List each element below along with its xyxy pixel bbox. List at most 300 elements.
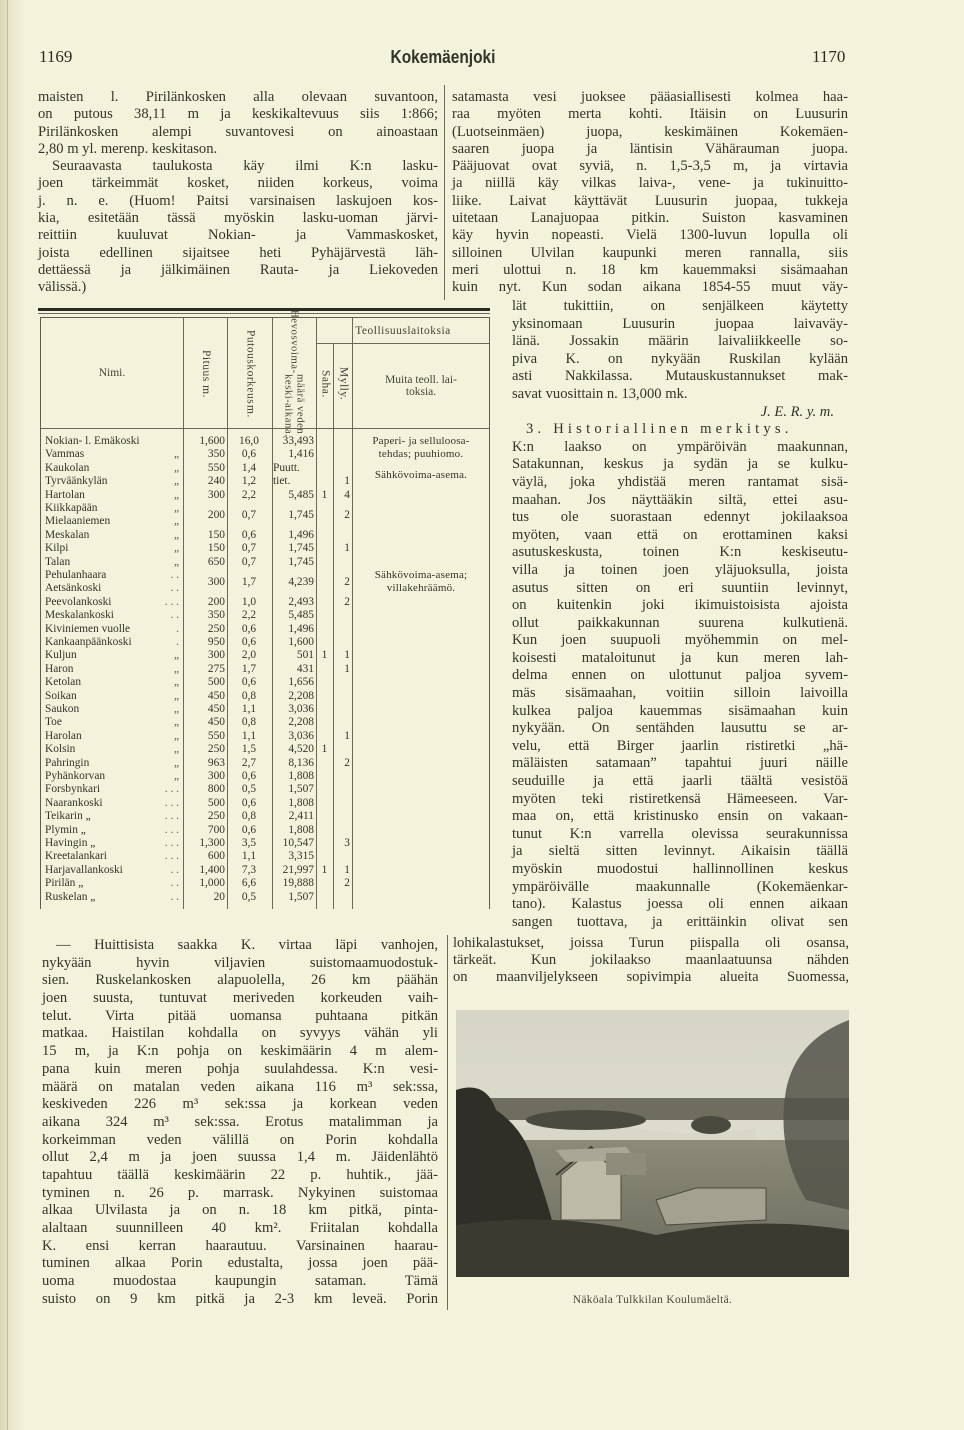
left-column-intro-text bbox=[38, 89, 438, 297]
saw-count bbox=[317, 569, 332, 596]
rapid-name-text: Ruskelan „ bbox=[45, 890, 96, 903]
column-divider bbox=[447, 935, 448, 1310]
note-line: Sähkövoima-asema; bbox=[374, 569, 468, 581]
mill-count: 4 bbox=[344, 488, 350, 501]
ditto-leader: . . . bbox=[164, 595, 179, 608]
rapid-name-text: Mielaaniemen bbox=[45, 515, 111, 528]
saw-count bbox=[317, 891, 332, 904]
rapid-name bbox=[45, 757, 181, 770]
rapid-name-text: Kiviniemen vuolle bbox=[45, 622, 131, 635]
length-value: 200 bbox=[207, 595, 225, 608]
horsepower-value: 1,745 bbox=[288, 555, 314, 568]
saw-count bbox=[317, 797, 332, 810]
text-line: maahan. Jos näyttääkin siltä, ettei asu- bbox=[512, 491, 848, 508]
page-binding-shadow bbox=[0, 0, 26, 1430]
drop-height-value: 2,2 bbox=[241, 488, 257, 501]
drop-height-value: 2,7 bbox=[241, 756, 257, 769]
rapid-name-text: Plymin „ bbox=[45, 823, 86, 836]
author-signature: J. E. R. y. m. bbox=[760, 403, 834, 420]
drop-height-value: 0,5 bbox=[241, 890, 257, 903]
horsepower-value: 1,808 bbox=[288, 770, 314, 782]
drop-height-value: 0,6 bbox=[241, 636, 257, 648]
mill-count bbox=[334, 703, 350, 716]
drop-height-value: 0,6 bbox=[241, 796, 257, 809]
rapid-name bbox=[45, 502, 181, 515]
drop-height-value: 1,7 bbox=[241, 576, 257, 588]
text-line: uitetaan Lanajuopaa pitkin. Suiston kasvaminen bbox=[452, 210, 848, 227]
drop-height-value: 1,2 bbox=[241, 475, 257, 488]
rapid-name-text: Nokian- l. Emäkoski bbox=[45, 435, 140, 447]
saw-count bbox=[317, 703, 332, 716]
ditto-leader: „ bbox=[173, 770, 179, 782]
mill-count bbox=[334, 770, 350, 783]
horsepower-value: 2,208 bbox=[288, 689, 314, 702]
rapid-name-text: Kolsin bbox=[45, 743, 76, 756]
length-value: 600 bbox=[207, 850, 225, 863]
horsepower-value: 33,493 bbox=[282, 435, 314, 447]
saw-count bbox=[317, 502, 332, 529]
text-line: on kuitenkin joki ikimuistoisista ajoista bbox=[512, 597, 848, 614]
length-value: 450 bbox=[207, 703, 225, 715]
text-line: pana kuin meren pohja suulahdessa. K:n vesi- bbox=[42, 1060, 438, 1077]
ditto-leader: . . bbox=[170, 863, 179, 876]
rapid-name-text: Pyhänkorvan bbox=[45, 770, 106, 782]
drop-height-value: 1,1 bbox=[241, 850, 257, 863]
drop-height-value: 0,7 bbox=[241, 509, 257, 521]
length-value: 1,400 bbox=[199, 863, 225, 876]
saw-count bbox=[317, 716, 332, 729]
text-line: raa myöten merta kohti. Itäisin on Luusurin bbox=[452, 106, 848, 123]
text-line: tapahtuu täällä keskimäärin 22 p. huhtik., jää- bbox=[42, 1166, 438, 1183]
drop-height-value: 0,7 bbox=[241, 555, 257, 568]
mill-count bbox=[334, 556, 350, 569]
length-value: 150 bbox=[207, 542, 225, 555]
text-line: asutuskeskusta, toinen K:n keskiseutu- bbox=[512, 544, 848, 561]
rapid-name bbox=[45, 462, 181, 475]
header-pituus: Pituus m. bbox=[200, 350, 212, 398]
text-line: länä. Jossakin määrin laivaliikkeelle so- bbox=[512, 333, 848, 350]
text-line: Kun joen suupuoli myöhemmin on mel- bbox=[512, 632, 848, 649]
mill-count: 1 bbox=[344, 649, 350, 662]
length-value: 800 bbox=[207, 783, 225, 796]
text-line: ollut paikkakunnan suurena kulkutienä. bbox=[512, 614, 848, 631]
horsepower-value: 1,507 bbox=[288, 890, 314, 903]
text-line: silloinen Ulvilan kaupunki meren rannalla, siis bbox=[452, 244, 848, 261]
ditto-leader: . . . bbox=[164, 850, 179, 863]
rapid-name bbox=[45, 529, 181, 542]
text-line: maisten l. Pirilänkosken alla olevaan suvantoon, bbox=[38, 89, 438, 105]
ditto-leader: . . bbox=[170, 609, 179, 622]
rapid-name bbox=[45, 515, 181, 528]
length-value: 300 bbox=[207, 488, 225, 501]
text-line: on putous 38,11 m ja keskikaltevuus siis 1:866; bbox=[38, 106, 438, 123]
saw-count bbox=[317, 824, 332, 837]
horsepower-value: 1,496 bbox=[288, 622, 314, 635]
ditto-leader: . . bbox=[170, 890, 179, 903]
rapid-name bbox=[45, 448, 181, 461]
mill-count: 1 bbox=[344, 863, 350, 876]
rapid-name bbox=[45, 797, 181, 810]
drop-height-value: 0,6 bbox=[241, 676, 257, 689]
length-value: 500 bbox=[207, 676, 225, 689]
drop-height-value: 0,5 bbox=[241, 783, 257, 796]
drop-height-value: 0,6 bbox=[241, 448, 257, 461]
horsepower-value: 5,485 bbox=[288, 488, 314, 501]
text-line: joista edellinen sijaitsee heti Pyhäjärvestä läh- bbox=[38, 244, 438, 261]
text-line: joen tärkeimmät kosket, niiden korkeus, voima bbox=[38, 175, 438, 192]
mill-count bbox=[334, 743, 350, 756]
rapid-name bbox=[45, 609, 181, 622]
horsepower-value: 3,036 bbox=[288, 729, 314, 742]
rapid-name bbox=[45, 891, 181, 904]
saw-count bbox=[317, 609, 332, 622]
mill-count bbox=[334, 891, 350, 904]
other-industry-note bbox=[353, 469, 489, 482]
left-column-bottom-text bbox=[42, 937, 438, 1308]
horsepower-value: Puutt. bbox=[273, 461, 300, 474]
header-muita: Muita teoll. lai- toksia. bbox=[385, 374, 457, 398]
rapid-name bbox=[45, 810, 181, 823]
rapid-name-text: Kaukolan bbox=[45, 461, 90, 474]
ditto-leader: „ bbox=[173, 689, 179, 702]
mill-count: 1 bbox=[344, 542, 350, 555]
rapid-name bbox=[45, 690, 181, 703]
text-line: maa on, että kristinusko ensin on vakaan- bbox=[512, 808, 848, 825]
mill-count bbox=[334, 448, 350, 461]
horsepower-value: 1,808 bbox=[288, 796, 314, 809]
note-line: Paperi- ja selluloosa- bbox=[372, 435, 470, 447]
ditto-leader: . . . bbox=[164, 783, 179, 796]
length-value: 550 bbox=[207, 729, 225, 742]
horsepower-value: 431 bbox=[296, 662, 314, 675]
rapid-name bbox=[45, 837, 181, 850]
horsepower-value: 21,997 bbox=[282, 863, 314, 876]
text-line: tärkeät. Kun jokilaakso maanlaatuunsa nähden bbox=[453, 952, 849, 969]
text-line: kuin nyt. Kun sodan aikana 1854-55 muut väy- bbox=[452, 279, 848, 296]
ditto-leader: „ bbox=[173, 475, 179, 488]
rapid-name-text: Aetsänkoski bbox=[45, 582, 102, 595]
horsepower-value: 3,036 bbox=[288, 703, 314, 715]
saw-count: 1 bbox=[321, 863, 328, 876]
text-line: tuminen alkaa Porin edustalta, jossa joen pää- bbox=[42, 1255, 438, 1272]
ditto-leader bbox=[179, 435, 181, 448]
saw-count bbox=[317, 850, 332, 863]
ditto-leader: „ bbox=[173, 528, 179, 541]
note-line: villakehräämö. bbox=[386, 582, 456, 595]
rapid-name bbox=[45, 864, 181, 877]
horsepower-value: 3,315 bbox=[288, 850, 314, 863]
text-line: — Huittisista saakka K. virtaa läpi vanhojen, bbox=[56, 937, 438, 953]
drop-height-value: 2,0 bbox=[241, 649, 257, 662]
saw-count bbox=[317, 448, 332, 461]
header-bottom-rule bbox=[41, 428, 489, 429]
text-line: satamasta vesi juoksee pääasiallisesti kolmea haa- bbox=[452, 89, 848, 105]
text-line: uoma muodostaa kaupungin sataman. Tämä bbox=[42, 1273, 438, 1290]
ditto-leader: . bbox=[176, 622, 179, 635]
length-value: 500 bbox=[207, 796, 225, 809]
horsepower-value: 2,208 bbox=[288, 716, 314, 729]
mill-count: 3 bbox=[344, 837, 350, 849]
rapid-name-text: Harolan bbox=[45, 729, 82, 742]
drop-height-value: 0,6 bbox=[241, 823, 257, 836]
mill-count: 1 bbox=[344, 729, 350, 742]
text-line: myöten teki ristiretkensä Hämeeseen. Var- bbox=[512, 790, 848, 807]
saw-count bbox=[317, 475, 332, 488]
right-column-bottom-text bbox=[453, 935, 849, 987]
horsepower-value: 4,239 bbox=[288, 576, 314, 588]
text-line: asti Nakkilassa. Mutauskustannukset mak- bbox=[512, 368, 848, 385]
ditto-leader: . . bbox=[170, 877, 179, 890]
other-industry-note bbox=[353, 435, 489, 462]
header-putouskorkeus: Putouskorkeus m. bbox=[244, 330, 257, 418]
landscape-photo bbox=[456, 1010, 849, 1277]
length-value: 1,300 bbox=[199, 837, 225, 849]
mill-count bbox=[334, 850, 350, 863]
ditto-leader: „ bbox=[173, 662, 179, 675]
text-line: lät tukittiin, on senjälkeen käytetty bbox=[512, 298, 848, 314]
text-line: koisesti mataloitunut ja kun meren lah- bbox=[512, 649, 848, 666]
rapid-name-text: Toe bbox=[45, 716, 62, 729]
rapid-name bbox=[45, 824, 181, 837]
mill-count: 1 bbox=[344, 475, 350, 488]
rapid-name-text: Saukon bbox=[45, 703, 80, 715]
text-line: meri ulottui n. 18 km kauemmaksi sisämaahan bbox=[452, 261, 848, 278]
rapid-name-text: Kreetalankari bbox=[45, 850, 107, 863]
ditto-leader: „ bbox=[173, 542, 179, 555]
length-value: 250 bbox=[207, 743, 225, 756]
saw-count bbox=[317, 623, 332, 636]
page-title: Kokemäenjoki bbox=[390, 47, 496, 67]
length-value: 1,000 bbox=[199, 877, 225, 890]
saw-count: 1 bbox=[321, 649, 328, 662]
text-line: mäs sisämaahan, voitiin silloin laivoilla bbox=[512, 685, 848, 702]
text-line: tano). Kalastus joessa oli ennen aikaan bbox=[512, 896, 848, 913]
header-saha: Saha. bbox=[319, 370, 332, 398]
horsepower-value: 1,745 bbox=[288, 509, 314, 521]
text-line: (Luotseinmäen) juopa, keskimäinen Kokemäen- bbox=[452, 123, 848, 140]
saw-count: 1 bbox=[321, 743, 328, 756]
text-line: dettäessä ja jälkimäinen Rauta- ja Liekoveden bbox=[38, 261, 438, 278]
text-line: K. ensi kerran haarautuu. Varsinainen haarau- bbox=[42, 1237, 438, 1254]
ditto-leader: „ bbox=[173, 448, 179, 461]
rapid-name-text: Harjavallankoski bbox=[45, 863, 123, 876]
length-value: 950 bbox=[207, 636, 225, 648]
saw-count bbox=[317, 435, 332, 448]
ditto-leader: „ bbox=[173, 756, 179, 769]
rapid-name bbox=[45, 475, 181, 488]
rapid-name bbox=[45, 489, 181, 502]
drop-height-value: 1,1 bbox=[241, 703, 257, 715]
ditto-leader: „ bbox=[173, 555, 179, 568]
saw-count bbox=[317, 542, 332, 555]
text-line: Seuraavasta taulukosta käy ilmi K:n lasku- bbox=[52, 158, 438, 175]
note-line: Sähkövoima-asema. bbox=[374, 468, 468, 481]
drop-height-value: 7,3 bbox=[241, 863, 257, 876]
length-value: 150 bbox=[207, 528, 225, 541]
text-line: delma ennen on ulottunut paljoa syvem- bbox=[512, 667, 848, 684]
horsepower-value: 1,600 bbox=[288, 636, 314, 648]
saw-count bbox=[317, 636, 332, 649]
rapid-name-text: Peevolankoski bbox=[45, 595, 112, 608]
rapid-name bbox=[45, 649, 181, 662]
saw-count bbox=[317, 663, 332, 676]
length-value: 250 bbox=[207, 810, 225, 823]
length-value: 20 bbox=[213, 890, 225, 903]
note-line: tehdas; puuhiomo. bbox=[378, 448, 464, 461]
text-line: myöten, vaan että on erottaminen kaksi bbox=[512, 526, 848, 543]
mill-count bbox=[334, 797, 350, 810]
text-line: Pirilänkosken alempi suvantovesi on ainoastaan bbox=[38, 123, 438, 140]
text-line: sien. Ruskelankosken alapuolella, 26 km päähän bbox=[42, 972, 438, 989]
saw-count bbox=[317, 690, 332, 703]
length-value: 200 bbox=[207, 509, 225, 521]
horsepower-value: tiet. bbox=[273, 475, 291, 488]
length-value: 240 bbox=[207, 475, 225, 488]
rapid-name bbox=[45, 596, 181, 609]
rapid-name-text: Soikan bbox=[45, 689, 77, 702]
rapid-name bbox=[45, 730, 181, 743]
length-value: 275 bbox=[207, 662, 225, 675]
horsepower-value: 4,520 bbox=[288, 743, 314, 756]
text-line: seuduille ja että jaarli täältä vesistöä bbox=[512, 773, 848, 790]
text-line: tyminen n. 26 p. marrask. Nykyinen suistomaa bbox=[42, 1184, 438, 1201]
drop-height-value: 1,7 bbox=[241, 662, 257, 675]
text-line: Satakunnan, keskus ja sydän ja se kulku- bbox=[512, 456, 848, 473]
rapid-name-text: Ketolan bbox=[45, 676, 82, 689]
text-line: väylä, joka yhdistää meren rantamat sisä- bbox=[512, 473, 848, 490]
header-mylly: Mylly. bbox=[337, 367, 350, 401]
text-line: saaren juopa ja läntisin Vähärauman juopa. bbox=[452, 140, 848, 157]
horsepower-value: 2,411 bbox=[288, 810, 314, 823]
rapid-name-text: Naarankoski bbox=[45, 796, 103, 809]
ditto-leader: „ bbox=[173, 743, 179, 756]
rapid-name bbox=[45, 663, 181, 676]
mill-count: 2 bbox=[344, 756, 350, 769]
rapid-name bbox=[45, 770, 181, 783]
horsepower-value: 1,416 bbox=[288, 448, 314, 461]
mill-count bbox=[334, 636, 350, 649]
length-value: 1,600 bbox=[199, 435, 225, 447]
text-line: keskiveden 226 m³ sek:ssa ja korkean veden bbox=[42, 1096, 438, 1113]
text-line: 15 m, ja K:n pohja on keskimäärin 4 m alem- bbox=[42, 1043, 438, 1060]
header-hevosvoima: Hevosvoima- määrä keski- veden aikana. bbox=[282, 310, 307, 438]
page-number-left: 1169 bbox=[39, 47, 73, 66]
horsepower-value: 1,808 bbox=[288, 823, 314, 836]
ditto-leader: . . . bbox=[164, 810, 179, 823]
rapid-name-text: Vammas bbox=[45, 448, 85, 461]
column-divider bbox=[444, 85, 445, 300]
horsepower-value: 2,493 bbox=[288, 595, 314, 608]
saw-count bbox=[317, 462, 332, 475]
text-line: K:n laakso on ympäröivän maakunnan, bbox=[512, 438, 848, 455]
drop-height-value: 0,6 bbox=[241, 622, 257, 635]
text-line: määrä on matalan veden aikana 116 m³ sek:ssa, bbox=[42, 1078, 438, 1095]
horsepower-value: 5,485 bbox=[288, 609, 314, 622]
text-line: alkaa Ulvilasta ja on n. 18 km pitkä, pinta- bbox=[42, 1202, 438, 1219]
drop-height-value: 0,6 bbox=[241, 770, 257, 782]
drop-height-value: 0,8 bbox=[241, 716, 257, 729]
mill-count bbox=[334, 810, 350, 823]
drop-height-value: 1,0 bbox=[241, 595, 257, 608]
mill-count bbox=[334, 609, 350, 622]
text-line: mäläisten satamaan” tapahtui juuri näille bbox=[512, 755, 848, 772]
rapid-name bbox=[45, 435, 181, 448]
text-line: lohikalastukset, joissa Turun piispalla oli osansa, bbox=[453, 935, 849, 951]
rapid-name-text: Meskalankoski bbox=[45, 609, 114, 622]
drop-height-value: 1,5 bbox=[241, 743, 257, 756]
length-value: 550 bbox=[207, 461, 225, 474]
text-line: käy hyvin nopeasti. Vielä 1300-luvun lopulla oli bbox=[452, 227, 848, 244]
rapid-name bbox=[45, 850, 181, 863]
length-value: 250 bbox=[207, 622, 225, 635]
rapid-name bbox=[45, 542, 181, 555]
drop-height-value: 2,2 bbox=[241, 609, 257, 622]
length-value: 350 bbox=[207, 448, 225, 461]
text-line: tus ole suorastaan edennyt jokilaaksoa bbox=[512, 509, 848, 526]
rapid-name bbox=[45, 783, 181, 796]
other-industry-note bbox=[353, 569, 489, 596]
ditto-leader: . . bbox=[170, 569, 179, 581]
mill-count: 1 bbox=[344, 662, 350, 675]
table-top-thin-rule bbox=[38, 313, 490, 314]
rapid-name-text: Forsbynkari bbox=[45, 783, 101, 796]
saw-count bbox=[317, 676, 332, 689]
text-line: reittiin kuuluvat Nokian- ja Vammaskosket, bbox=[38, 227, 438, 244]
mill-count bbox=[334, 824, 350, 837]
text-line: Pääjuovat ovat syviä, n. 1,5-3,5 m, ja virtavia bbox=[452, 158, 848, 175]
length-value: 350 bbox=[207, 609, 225, 622]
binding-edge bbox=[7, 0, 8, 1430]
section-heading: 3. Historiallinen merkitys. bbox=[526, 421, 793, 438]
text-line: nykyään hyvin viljavien suistomaamuodostuk- bbox=[42, 954, 438, 971]
ditto-leader: „ bbox=[173, 716, 179, 729]
drop-height-value: 16,0 bbox=[239, 435, 259, 447]
saw-count bbox=[317, 596, 332, 609]
right-column-top-text bbox=[452, 89, 848, 297]
drop-height-value: 0,8 bbox=[241, 810, 257, 823]
ditto-leader: „ bbox=[173, 515, 179, 528]
rapid-name-text: Talan bbox=[45, 555, 71, 568]
rapid-name-text: Hartolan bbox=[45, 488, 85, 501]
text-line: ja niillä käy vilkas laiva-, vene- ja tukinuitto- bbox=[452, 175, 848, 192]
horsepower-value: 19,888 bbox=[282, 877, 314, 890]
ditto-leader: „ bbox=[173, 703, 179, 715]
text-line: suisto on 9 km pitkä ja 2-3 km leveä. Porin bbox=[42, 1290, 438, 1307]
horsepower-value: 1,745 bbox=[288, 542, 314, 555]
ditto-leader: „ bbox=[173, 729, 179, 742]
length-value: 700 bbox=[207, 823, 225, 836]
text-line: savat vuosittain n. 13,000 mk. bbox=[512, 385, 688, 402]
rapid-name bbox=[45, 556, 181, 569]
rapid-name-text: Tyrväänkylän bbox=[45, 475, 108, 488]
length-value: 650 bbox=[207, 555, 225, 568]
rapid-name bbox=[45, 877, 181, 890]
mill-count bbox=[334, 529, 350, 542]
horsepower-value: 501 bbox=[296, 649, 314, 662]
rapid-name-text: Kankaanpäänkoski bbox=[45, 636, 132, 648]
rapid-name bbox=[45, 636, 181, 649]
mill-count bbox=[334, 690, 350, 703]
mill-count bbox=[334, 462, 350, 475]
rapid-name bbox=[45, 703, 181, 716]
text-line: tunut K:n varrella olevissa seurakunnissa bbox=[512, 825, 848, 842]
horsepower-value: 1,507 bbox=[288, 783, 314, 796]
text-line: matkaa. Haistilan kohdalla on syvyys vähän yli bbox=[42, 1025, 438, 1042]
text-line: velu, että Birger jaarlin ristiretki „hä- bbox=[512, 737, 848, 754]
rapid-name-text: Haron bbox=[45, 662, 74, 675]
header-teollisuuslaitoksia: Teollisuuslaitoksia bbox=[355, 325, 451, 337]
mill-count bbox=[334, 783, 350, 796]
